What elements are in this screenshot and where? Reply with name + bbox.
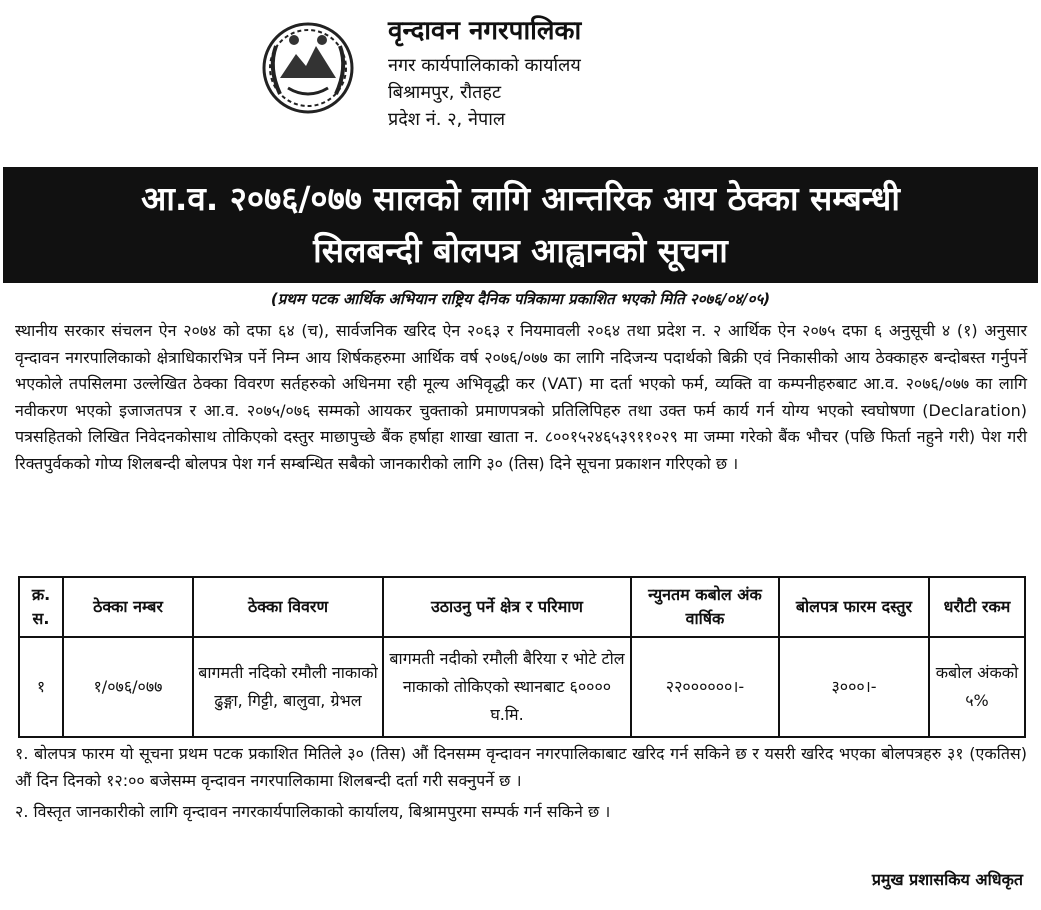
col-header-sn: क्र. स. [19,577,63,637]
col-header-min-bid: न्युनतम कबोल अंक वार्षिक [631,577,779,637]
notice-body: स्थानीय सरकार संचलन ऐन २०७४ को दफा ६४ (च), सार्वजनिक खरिद ऐन २०६३ र नियमावली २०६४ तथा प्रदेश न. २ आर्थिक ऐन २०७५ दफा ६ अनुसूची ४ (१) अनुसार वृन्दावन नगरपालिकाको क्षेत्राधिकारभित्र पर्ने निम्न आय शिर्षकहरुमा आर्थिक वर्ष २०७६/०७७ का लागि नदिजन्य पदार्थको बिक्री एवं निकासीको आय ठेक्काहरु बन्दोबस्त गर्नुपर्ने भएकोले तपसिलमा उल्लेखित ठेक्का विवरण सर्तहरुको अधिनमा रही मूल्य अभिवृद्धी कर (VAT) मा दर्ता भएको फर्म, व्यक्ति वा कम्पनीहरुबाट आ.व. २०७६/०७७ का लागि नवीकरण भएको इजाजतपत्र र आ.व. २०७५/०७६ सम्मको आयकर चुक्ताको प्रमाणपत्रको प्रतिलिपिहरु तथा उक्त फर्म कार्य गर्न योग्य भएको स्वघोषणा (Declaration) पत्रसहितको लिखित निवेदनकोसाथ तोकिएको दस्तुर माछापुच्छे बैंक हर्षाहा शाखा खाता न. ८००१५२४६५३९११०२९ मा जम्मा गरेको बैंक भौचर (पछि फिर्ता नहुने गरी) पेश गरी रिक्तपुर्वकको गोप्य शिलबन्दी बोलपत्र पेश गर्न सम्बन्धित सबैको जानकारीको लागि ३० (तिस) दिने सूचना प्रकाशन गरिएको छ । [15,321,1027,473]
publication-note: (प्रथम पटक आर्थिक अभियान राष्ट्रिय दैनिक पत्रिकामा प्रकाशित भएको मिति २०७६/०४/०५) [270,290,771,308]
letterhead [388,14,808,133]
col-header-description: ठेक्का विवरण [193,577,383,637]
notice-title-line2: सिलबन्दी बोलपत्र आह्वानको सूचना [313,231,728,270]
col-header-deposit: धरौटी रकम [929,577,1025,637]
cell-area: बागमती नदीको रमौली बैरिया र भोटे टोल नाकाको तोकिएको स्थानबाट ६०००० घ.मि. [383,637,631,737]
col-header-form-fee: बोलपत्र फारम दस्तुर [779,577,929,637]
notice-title-banner [3,167,1038,283]
cell-form-fee: ३०००।- [779,637,929,737]
cell-description: बागमती नदिको रमौली नाकाको ढुङ्गा, गिट्टी, बालुवा, ग्रेभल [193,637,383,737]
notice-title-line1: आ.व. २०७६/०७७ सालको लागि आन्तरिक आय ठेक्का सम्बन्धी [141,179,900,218]
note-item: १. बोलपत्र फारम यो सूचना प्रथम पटक प्रकाशित मितिले ३० (तिस) औं दिनसम्म वृन्दावन नगरपालिकाबाट खरिद गर्न सकिने छ र यसरी खरिद भएका बोलपत्रहरु ३१ (एकतिस) औं दिन दिनको १२:०० बजेसम्म वृन्दावन नगरपालिकामा शिलबन्दी दर्ता गरी सक्नुपर्ने छ । [15,744,1027,790]
office-address: बिश्रामपुर, रौतहट [388,82,502,103]
table-row [19,637,1025,737]
col-header-area: उठाउनु पर्ने क्षेत्र र परिमाण [383,577,631,637]
notes-section [15,740,1027,829]
cell-deposit: कबोल अंकको ५% [929,637,1025,737]
table-header-row [19,577,1025,637]
nepal-emblem-icon [258,16,358,116]
province: प्रदेश नं. २, नेपाल [388,109,506,130]
signatory-title: प्रमुख प्रशासकिय अधिकृत [871,870,1023,889]
note-item: २. विस्तृत जानकारीको लागि वृन्दावन नगरकार्यपालिकाको कार्यालय, बिश्रामपुरमा सम्पर्क गर्न सकिने छ । [15,802,611,821]
org-name: वृन्दावन नगरपालिका [388,16,582,46]
cell-min-bid: २२००००००।- [631,637,779,737]
cell-number: १/०७६/०७७ [63,637,193,737]
cell-sn: १ [19,637,63,737]
tender-table [18,576,1026,738]
office-name: नगर कार्यपालिकाको कार्यालय [388,55,581,76]
col-header-number: ठेक्का नम्बर [63,577,193,637]
